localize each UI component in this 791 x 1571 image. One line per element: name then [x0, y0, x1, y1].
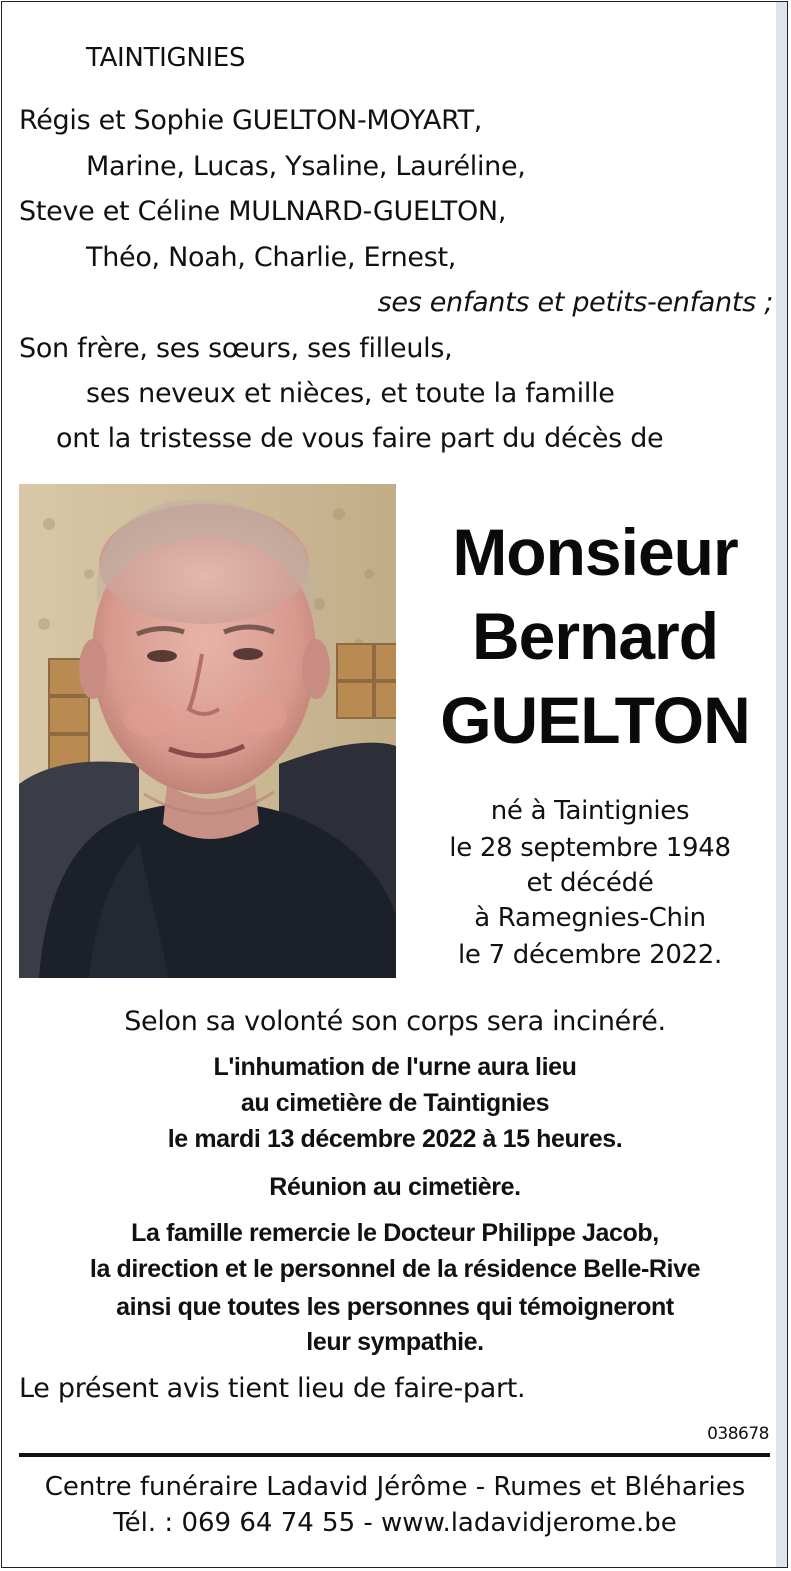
cremation-note: Selon sa volonté son corps sera incinéré.: [124, 1006, 666, 1037]
deceased-first-name: Bernard: [471, 599, 719, 673]
family-line: Théo, Noah, Charlie, Ernest,: [86, 242, 457, 273]
death-date: le 7 décembre 2022.: [457, 940, 723, 970]
thanks-line: leur sympathie.: [306, 1328, 484, 1356]
family-line: Son frère, ses sœurs, ses filleuls,: [19, 333, 453, 364]
family-line: Marine, Lucas, Ysaline, Lauréline,: [86, 151, 526, 182]
town-heading: TAINTIGNIES: [86, 43, 246, 73]
family-line: ses neveux et nièces, et toute la famille: [86, 378, 615, 409]
ceremony-line: L'inhumation de l'urne aura lieu: [213, 1053, 577, 1081]
ceremony-line: le mardi 13 décembre 2022 à 15 heures.: [167, 1125, 623, 1153]
announcement-line: ont la tristesse de vous faire part du décès de: [56, 423, 664, 454]
meeting-note: Réunion au cimetière.: [269, 1173, 521, 1201]
death-label: et décédé: [526, 868, 654, 898]
family-line: Régis et Sophie GUELTON-MOYART,: [19, 105, 483, 136]
birth-place: né à Taintignies: [490, 796, 690, 826]
funeral-home-name: Centre funéraire Ladavid Jérôme - Rumes et Bléharies: [44, 1472, 746, 1502]
funeral-home-contact: Tél. : 069 64 74 55 - www.ladavidjerome.be: [113, 1508, 677, 1538]
closing-note: Le présent avis tient lieu de faire-part.: [19, 1373, 526, 1404]
birth-date: le 28 septembre 1948: [449, 833, 731, 863]
portrait-photo: [19, 484, 396, 978]
thanks-line: La famille remercie le Docteur Philippe Jacob,: [131, 1219, 659, 1247]
ceremony-line: au cimetière de Taintignies: [240, 1089, 550, 1117]
reference-number: 038678: [707, 1424, 769, 1444]
footer-divider: [19, 1453, 770, 1457]
death-place: à Ramegnies-Chin: [474, 903, 706, 933]
thanks-line: la direction et le personnel de la résidence Belle-Rive: [89, 1255, 701, 1283]
deceased-title: Monsieur: [452, 515, 738, 589]
family-relation-line: ses enfants et petits-enfants ;: [377, 287, 773, 318]
thanks-line: ainsi que toutes les personnes qui témoigneront: [116, 1293, 674, 1321]
family-line: Steve et Céline MULNARD-GUELTON,: [19, 196, 507, 227]
deceased-last-name: GUELTON: [440, 683, 750, 757]
